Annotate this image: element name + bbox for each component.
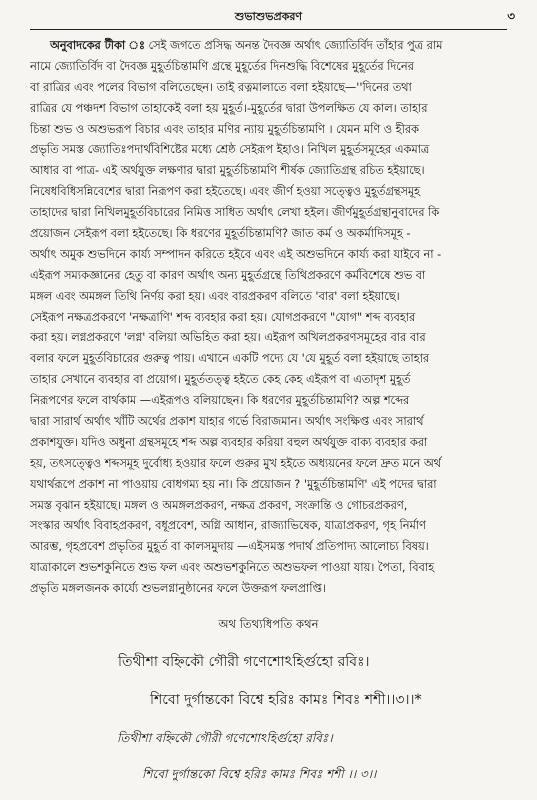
note-line: নিষেধবিধিসন্নিবেশের দ্বারা নিরূপণ করা হইতেছে। এবং জীর্ণ হওয়া সত্ত্বেও মুহূর্তগ্রন্থসমূহ xyxy=(30,185,421,199)
translator-note xyxy=(30,36,512,600)
note-line: নামে জ্যোতির্বিদ বা দৈবজ্ঞ মুহূর্তচিন্তামণি গ্রন্থে মুহূর্তের দিনশুদ্ধি বিশেষের মুহূর্তের দিনের xyxy=(30,59,414,73)
note-heading: অনুবাদকের টীকা ঃ xyxy=(50,39,145,52)
note-line: সংস্কার অর্থাৎ বিবাহপ্রকরণ, বধূপ্রবেশ, অগ্নি আধান, রাজ্যাভিষেক, যাত্রাপ্রকরণ, গৃহ নির্মাণ xyxy=(30,519,426,533)
note-line: প্রভৃতি মঙ্গলজনক কার্য্যে শুভলগ্নানুষ্ঠানের ফলে উক্তরূপ ফলপ্রাপ্তি। xyxy=(30,582,326,596)
note-line: দ্বারা সারার্থ অর্থাৎ খাঁটি অর্থের প্রকাশ যাহার গর্ভে বিরাজমান। অর্থাৎ সংক্ষিপ্ত এবং সারার্থ xyxy=(30,415,424,429)
note-line: তাহাদের দ্বারা নিখিলমুহূর্তবিচারের নিমিত্ত সাধিত অর্থাৎ লেখা হইল। জীর্ণমুহূর্তগ্রন্থানুবাদের কি xyxy=(30,206,440,220)
header-divider xyxy=(30,29,507,30)
note-line: মঙ্গল এবং অমঙ্গল তিথি নির্ণয় করা হয়। এবং বারপ্রকরণ বলিতে 'বার' বলা হইয়াছে। xyxy=(30,289,400,303)
note-line: প্রকাশযুক্ত। যদিও অধুনা গ্রন্থসমূহে শব্দ অল্প ব্যবহার করিয়া বহুল অর্থযুক্ত বাক্য ব্যবহার করা xyxy=(30,435,428,449)
note-line: প্রয়োজন সেইরূপ বলা হইতেছে। কি ধরণের মুহূর্তচিন্তামণি? জাত কর্ম ও অকর্মাদিসমূহ - xyxy=(30,227,411,241)
note-line: চিন্তা শুভ ও অশুভরূপ বিচার এবং তাহার মণির ন্যায় মুহূর্তচিন্তামণি । যেমন মণি ও হীরক xyxy=(30,122,419,136)
note-line: যথার্থরূপে প্রকাশ না পাওয়ায় বোধগম্য হয় না। কি প্রয়োজন ? 'মুহূর্তচিন্তামণি' এই পদের দ্বারা xyxy=(30,477,437,491)
note-line: এইরূপ সম্যকজ্ঞানের হেতু বা কারণ অর্থাৎ অন্য মুহূর্তগ্রন্থে তিথিপ্রকরণে কর্মবিশেষে শুভ বা xyxy=(30,268,426,282)
note-line: যাত্রাকালে শুভশকুনিতে শুভ ফল এবং অশুভশকুনিতে অশুভফল পাওয়া যায়। পৈতা, বিবাহ xyxy=(30,561,435,575)
note-line: বা রাত্রির এবং পলের বিভাগ বলিতেছেন। তাই রত্নমালাতে বলা হইয়াছে—''দিনের তথা xyxy=(30,80,412,94)
note-line: সমস্ত বৃঝান হইয়াছে। মঙ্গল ও অমঙ্গলপ্রকরণ, নক্ষত্র প্রকরণ, সংক্রান্তি ও গোচরপ্রকরণ, xyxy=(30,498,408,512)
verse-transliteration-line-2: শিবো দুর্গান্তকো বিশ্বে হরিঃ কামঃ শিবঃ শশী ।। ৩।। xyxy=(142,767,377,781)
verse-line-1: তিথীশা বহ্নিকৌ গৌরী গণেশোঽহির্গুহো রবিঃ। xyxy=(118,654,370,670)
note-line: হয়, তৎসত্ত্বেও শব্দসমূহ দুর্বোধ্য হওয়ার ফলে গুরুর মুখ হইতে অধ্যয়নের ফলে দ্রুত মনে অর্থ xyxy=(30,456,441,470)
note-line: করা হয়। লগ্নপ্রকরণে 'লগ্ন' বলিয়া অভিহিত করা হয়। এইরূপ অখিলপ্রকরণসমূহের বার বার xyxy=(30,331,426,345)
note-line: আরম্ভ, গৃহপ্রবেশ প্রভৃতির মুহূর্ত বা কালসমুদায় —এইসমস্ত পদার্থ প্রতিপাদ্য আলোচ্য বিষয়। xyxy=(30,540,429,554)
note-line: সেইরূপ নক্ষত্রপ্রকরণে 'নক্ষত্রাণি' শব্দ ব্যবহার করা হয়। যোগপ্রকরণে "যোগ" শব্দ ব্যবহার xyxy=(30,310,416,324)
note-line: প্রভৃতি সমস্ত জ্যোতিঃপদার্থবিশিষ্টের মধ্যে শ্রেষ্ঠ সেইরূপ ইহাও। নিখিল মুহূর্তসমূহের একমাত্র xyxy=(30,143,430,157)
note-line: বলার ফলে মুহূর্তবিচারের গুরুত্ব পায়। এখানে একটি পদ্যে যে 'যে মুহূর্ত বলা হইয়াছে তাহার xyxy=(30,352,430,366)
section-title: অথ তিথ্যধিপতি কথন xyxy=(218,617,319,631)
note-line: তাহার সেখানে ব্যবহার বা প্রয়োগ। মুহূর্ততত্ত্ব হইতে কেহ কেহ এইরূপ বা এতাদৃশ মুহূর্ত xyxy=(30,373,411,387)
page-number: ৩ xyxy=(507,9,515,23)
page-header xyxy=(0,6,537,28)
note-line: রাত্রির যে পঞ্চদশ বিভাগ তাহাকেই বলা হয় মুহূর্ত।-মুহূর্তের দ্বারা উপলক্ষিত যে কাল। তাহার xyxy=(30,101,428,115)
running-title: শুভাশুভপ্রকরণ xyxy=(234,10,303,23)
note-line: নিরূপণের ফলে বার্থকাম —এইরূপও বলিয়াছেন। কি ধরণের মুহূর্তচিন্তামণি? অল্প শব্দের xyxy=(30,394,410,408)
verse-line-2: শিবো দুর্গান্তকো বিশ্বে হরিঃ কামঃ শিবঃ শশী।।৩।।* xyxy=(150,692,422,708)
note-line: আধার বা পাত্র- এই অর্থযুক্ত লক্ষণার দ্বারা মুহূর্তচিন্তামণি শীর্ষক জ্যোতিগ্রন্থ রচিত হইয়াছে। xyxy=(30,164,425,178)
note-first-line-text: সেই জগতে প্রসিদ্ধ অনন্ত দৈবজ্ঞ অর্থাৎ জ্যোতির্বিদ তাঁহার পুত্র রাম xyxy=(144,39,443,52)
note-first-line xyxy=(30,36,512,57)
verse-transliteration-line-1: তিথীশা বহ্নিকৌ গৌরী গণেশোঽহির্গুহো রবিঃ। xyxy=(117,731,333,745)
note-line: অর্থাৎ অমুক শুভদিনে কার্য্য সম্পাদন করিতে হইবে এবং এই অশুভদিনে কার্য্য করা যাইবে না - xyxy=(30,247,442,261)
